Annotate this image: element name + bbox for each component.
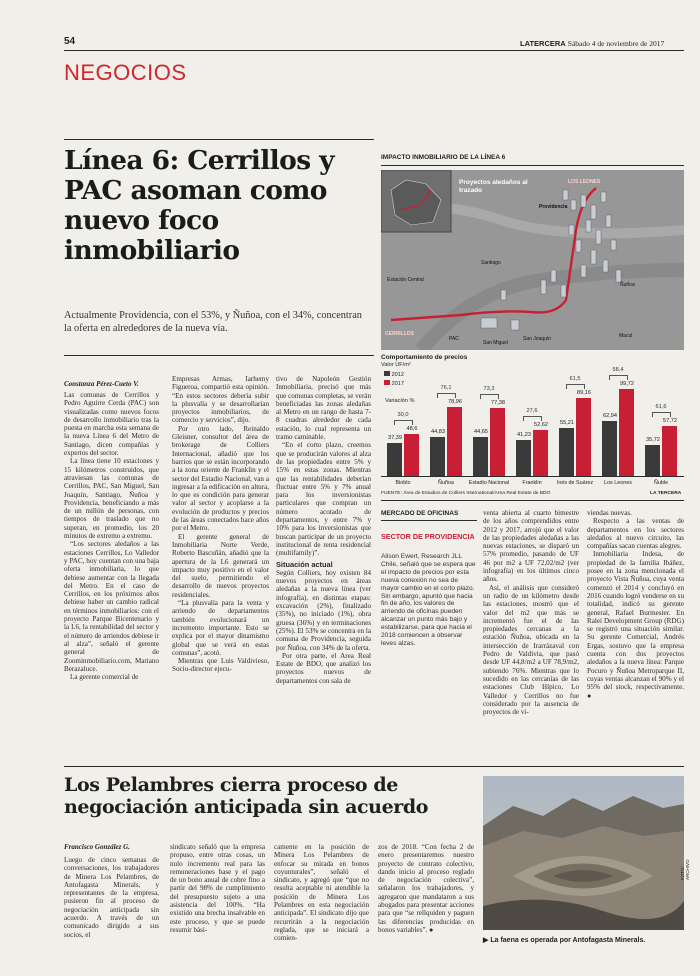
place-cerrillos: CERRILLOS xyxy=(385,331,414,337)
bar-label-2017: 78,96 xyxy=(448,399,462,406)
route-map xyxy=(381,170,684,350)
place-macul: Macul xyxy=(619,333,633,339)
article-column-1 xyxy=(64,391,159,681)
paragraph: zos de 2018. “Con fecha 2 de enero presentaremos nuestro proyecto de contrato colectivo, dando inicio al proceso reglado de negociación colectiva”, señalaron los trabajadores, y agregaron que mandataron a sus abogados para presentar acciones para que “se rellquiden y paguen las diferencias producidas en bonos variables”. ● xyxy=(378,843,474,934)
bar-2012 xyxy=(516,440,531,476)
photo-caption xyxy=(483,936,645,944)
infographic-rule xyxy=(381,165,684,166)
bar-2012 xyxy=(602,421,617,476)
bar-label-2017: 77,38 xyxy=(491,400,505,407)
bar-2017 xyxy=(662,426,677,476)
bar-2017 xyxy=(490,408,505,476)
page-number: 54 xyxy=(64,36,76,47)
bar-label-2012: 44,65 xyxy=(474,429,488,436)
bar-label-2017: 89,16 xyxy=(577,390,591,397)
bar-label-2017: 48,6 xyxy=(406,425,418,432)
sidebar-rule xyxy=(381,520,477,521)
newspaper-brand: LATERCERA xyxy=(520,39,566,48)
chart-brand: LA TERCERA xyxy=(650,491,682,496)
variation-bracket xyxy=(480,394,499,399)
bar-2012 xyxy=(387,443,402,476)
paragraph: El gerente general de Inmobiliaria Norte Verde, Roberto Bascuñán, añadió que la apertura de la L6 generará un impacto muy positivo en el valor del suelo, permitiendo el desarrollo de nuevos proyectos residenciales. xyxy=(172,532,269,599)
bar-label-2012: 37,39 xyxy=(388,435,402,442)
bar-label-2012: 44,83 xyxy=(431,428,445,435)
paragraph: Inmobiliaria Indesa, de propiedad de la familia Ibáñez, posee en la zona mencionada el proyecto Vista Ñuñoa, cuya venta comenzó el 2014 y concluyó en 2016 cuando logró venderse en su totalidad, indicó su gerente general, Rafael Burmester. En Ralei Development Group (RDG) se registró una situación similar. Su gerente Comercial, Andrés Ergas, sostuvo que la empresa cuenta con dos proyectos aledaños a la nueva línea: Parque Pocuro y Ñuñoa Metroparque II, cuyas ventas alcanzan el 90% y el 95% del stock, respectivamente. ● xyxy=(587,550,684,700)
deck-rule xyxy=(64,355,374,356)
variation-label: 61,6 xyxy=(655,403,667,410)
chart-title: Comportamiento de precios xyxy=(381,354,468,361)
infographic-title: IMPACTO INMOBILIARIO DE LA LÍNEA 6 xyxy=(381,154,506,161)
variation-label: 27,6 xyxy=(526,408,538,415)
legend-label-2017: 2017 xyxy=(391,381,405,387)
issue-date: Sábado 4 de noviembre de 2017 xyxy=(567,39,665,48)
place-providencia: Providencia xyxy=(539,204,568,210)
paragraph: La línea tiene 10 estaciones y 15 kilómetros construidos, que atraviesan las comunas de Cerrillos, PAC, San Miguel, San Joaquín, Santiago, Ñuñoa y Providencia, beneficiando a más de un millón de personas, con tiempos de traslado que no superan, en promedio, los 20 minutos de extremo a extremo. xyxy=(64,457,159,541)
paragraph: La gerente comercial de xyxy=(70,673,139,682)
bar-2012 xyxy=(645,445,660,476)
bar-label-2012: 55,21 xyxy=(560,419,574,426)
newspaper-name xyxy=(520,39,664,48)
byline: Constanza Pérez-Cueto V. xyxy=(64,380,139,388)
place-nunoa: Ñuñoa xyxy=(620,282,635,288)
variation-bracket xyxy=(394,420,413,425)
article2-column-2 xyxy=(170,843,265,934)
paragraph: “En el corto plazo, creemos que se producirán valores al alza de las propiedades entre 5% y 15% en estas zonas. Mientras que las rentabilidades deberían fluctuar entre 5% y 7% anual para los inversionistas particulares que compran un número acotado de departamentos, y entre 7% y 10% para los inversionistas que buscan participar de un proyecto institucional de renta residencial (multifamily)”. xyxy=(276,441,371,558)
variation-label: 61,5 xyxy=(569,376,581,383)
category-label: Franklin xyxy=(522,480,542,486)
map-label: Proyectos aledaños al trazado xyxy=(459,179,528,194)
section-title: NEGOCIOS xyxy=(64,60,187,85)
variation-bracket xyxy=(652,412,671,417)
category-label: Los Leones xyxy=(604,480,632,486)
place-los-leones: LOS LEONES xyxy=(568,179,601,185)
category-label: Inés de Suárez xyxy=(556,480,594,486)
bar-label-2012: 62,94 xyxy=(603,413,617,420)
article-column-5 xyxy=(483,509,579,716)
article-column-2 xyxy=(172,375,269,674)
bar-label-2012: 41,23 xyxy=(517,432,531,439)
bar-2012 xyxy=(473,437,488,476)
infographic-bottom-rule xyxy=(381,500,684,501)
paragraph: Por otra parte, el Area Real Estate de BDO, que analizó los proyectos nuevos de departamentos con sala de xyxy=(276,651,371,685)
paragraph: Empresas Armas, Iarhemy Figueroa, compartió esta opinión. “En estos sectores debería subir la plusvalía y se desarrollarían proyectos inmobiliarios, de comercio y servicios”, dijo. xyxy=(172,375,269,425)
paragraph: Así, el análisis que consideró un radio de un kilómetro desde las estaciones, mostró que el valor del m2 que más se incrementó fue el de las propiedades cercanas a la estación Ñuñoa, ubicada en la intersección de Irarrázaval con Pedro de Valdivia, que pasó desde UF 44,8/m2 a UF 78,9/m2, subiendo 76%. Mientras que lo sucedido en las cercanías de las estaciones Club Hípico, Lo Valledor y Cerrillos no fue considerado por la ausencia de proyectos de vi- xyxy=(483,583,579,717)
article2-byline: Francisco González G. xyxy=(64,843,130,851)
paragraph: “Los sectores aledaños a las estaciones Cerrillos, Lo Valledor y PAC, hoy cuentan con una baja oferta inmobiliaria, lo que debiese aumentar con la llegada del Metro. En el caso de Cerrillos, en los próximos años debiese haber un cambio radical en términos inmobiliarios: con el proyecto Parque Bicentenario y la L6, la rentabilidad del sector y el número de arriendos debiese ir al alza”, señaló el gerente general de Zoominmobiliario.com, Mariano Berazaluce. xyxy=(64,540,159,673)
article-column-3 xyxy=(276,375,371,685)
paragraph: tivo de Napoleón Gestión Inmobiliaria, precisó que más que comunas completas, se verán beneficiadas las zonas aledañas al Metro en un rango de hasta 7-8 cuadras alrededor de cada estación, lo cual representa un tramo caminable. xyxy=(276,375,371,442)
category-label: Bioblo xyxy=(395,480,411,486)
photo-credit: FOTO: ARCHIVO xyxy=(680,859,690,880)
place-santiago: Santiago xyxy=(481,260,501,266)
chart-baseline xyxy=(381,476,684,477)
article-headline: Línea 6: Cerrillos y PAC asoman como nuevo foco inmobiliario xyxy=(64,145,334,266)
bar-2012 xyxy=(430,437,445,476)
place-san-miguel: San Miguel xyxy=(483,340,509,346)
paragraph: venta abierta al cuarto bimestre de los años comprendidos entre 2012 y 2017, arrojó que el valor de las propiedades aledañas a las nuevas estaciones, se disparó un 57% promedio, pasando de UF 46 por m2 a UF 72,02/m2 (ver infografía) en los últimos cinco años. xyxy=(483,509,579,584)
category-label: Ñuñoa xyxy=(438,480,454,486)
bar-2017 xyxy=(619,389,634,476)
bar-2012 xyxy=(559,428,574,476)
bar-label-2017: 57,72 xyxy=(663,417,677,424)
paragraph: Por otro lado, Reinaldo Gleisner, consultor del área de brokerage de Colliers Internacional, añadió que los barrios que se están incorporando a la zona oriente de Franklin y el sector del Estadio Nacional, van a ingresar a la edificación en altura, lo que es condición para generar valor al sector y acoplarse a la evolución de productos y precios de las áreas conectados hace años por el Metro. xyxy=(172,424,269,533)
bar-2017 xyxy=(447,407,462,476)
variation-label: Variación % xyxy=(385,398,415,404)
article-column-6 xyxy=(587,509,684,700)
sidebar-title: MERCADO DE OFICINAS xyxy=(381,510,459,517)
variation-label: 58,4 xyxy=(612,366,624,373)
article2-column-4 xyxy=(378,843,474,934)
chart-ylabel: Valor UF/m² xyxy=(381,362,411,368)
sidebar-text: Alison Ewert, Research JLL Chile, señaló que se espera que el impacto de precios por esta nueva conexión no sea de mayor cambio en el corto plazo. Sin embargo, apuntó que hacia fin de año, los valores de arriendo de oficinas pueden alcanzar un punto más bajo y estabilizarse, para que hacia el 2018 comiencen a observar leves alzas. xyxy=(381,553,476,647)
variation-label: 73,3 xyxy=(483,386,495,393)
place-san-joaquin: San Joaquín xyxy=(523,336,552,342)
subhead-situacion-actual: Situación actual xyxy=(276,559,333,569)
variation-bracket xyxy=(566,384,585,389)
variation-label: 76,1 xyxy=(440,385,452,392)
sidebar-subhead: SECTOR DE PROVIDENCIA xyxy=(381,532,475,541)
chart-source: FUENTE: Área de Estudios de Colliers International/Area Real Estate de BDO xyxy=(381,491,551,496)
section-rule xyxy=(64,139,374,140)
paragraph: viendas nuevas. xyxy=(587,509,632,517)
bar-2017 xyxy=(576,398,591,476)
caption-text: La faena es operada por Antofagasta Minerals. xyxy=(490,937,646,944)
paragraph: Según Colliers, hoy existen 84 nuevos proyectos en áreas aledañas a la nueva línea (ver infografía), en distintas etapas: excavación (2%), finalizado (35%), no iniciado (1%), obra gruesa (36%) y en terminaciones (25%). El 53% se concentra en la comuna de Providencia, seguida por Ñuñoa, con 34% de la oferta. xyxy=(276,568,371,652)
variation-bracket xyxy=(609,375,628,380)
caption-arrow-icon: ▶ xyxy=(483,937,489,944)
article2-headline: Los Pelambres cierra proceso de negociación anticipada sin acuerdo xyxy=(64,774,429,818)
variation-label: 30,0 xyxy=(397,411,409,418)
article2-column-3 xyxy=(274,843,369,943)
place-estacion-central: Estación Central xyxy=(387,277,424,283)
paragraph: Las comunas de Cerrillos y Pedro Aguirre Cerda (PAC) son visualizadas como nuevos focos de desarrollo inmobiliario tras la puesta en marcha esta semana de la nueva Línea 6 del Metro de Santiago, dicen compañías y expertos del sector. xyxy=(64,391,159,458)
header-rule xyxy=(64,50,684,51)
paragraph: camente en la posición de Minera Los Pelambres de enfocar su mirada en bonos coyunturales”, señaló el sindicato, y agregó que “que no resulta aceptable ni atendible la posición de Minera Los Pelambres en esta negociación anticipada”. El sindicato dijo que recurrirán a la negociación reglada, que se iniciará a comien- xyxy=(274,843,369,943)
category-label: Ñuble xyxy=(653,480,669,486)
legend-label-2012: 2012 xyxy=(391,372,405,378)
bar-label-2017: 52,62 xyxy=(534,422,548,429)
paragraph: sindicato señaló que la empresa propuso, entre otras cosas, un nulo incremento real para las remuneraciones base y el pago de un bono anual de cobre fino a partir del 98% de cumplimiento del presupuesto sujeto a una asistencia del 100%. “Ha existido una brecha insalvable en este proceso, y que se puede resumir bási- xyxy=(170,843,265,934)
bar-label-2017: 99,72 xyxy=(620,380,634,387)
article2-column-1 xyxy=(64,856,159,939)
paragraph: “La plusvalía para la venta y arriendo de departamentos también evolucionará un incremento importante. Esto se explica por el mayor dinamismo global que se verá en estas comunas”, acotó. xyxy=(172,599,269,657)
variation-bracket xyxy=(437,393,456,398)
article-deck: Actualmente Providencia, con el 53%, y Ñuñoa, con el 34%, concentran la oferta en alrededores de la nueva vía. xyxy=(64,310,362,334)
mine-photo-illustration xyxy=(483,776,684,930)
bar-label-2012: 35,72 xyxy=(646,436,660,443)
mine-photo xyxy=(483,776,684,930)
paragraph: Luego de cinco semanas de conversaciones, los trabajadores de Minera Los Pelambres, de Antofagasta Minerals, y representantes de la empresa, pusieron fin al proceso de negociación anticipada sin acuerdo. A través de un comunicado dirigido a sus socios, el xyxy=(64,856,159,939)
price-chart xyxy=(381,360,684,490)
variation-bracket xyxy=(523,416,542,421)
paragraph: Respecto a las ventas de departamentos en los sectores aledaños al nuevo circuito, las compañías sacan cuentas alegres. xyxy=(587,517,684,551)
article-separator xyxy=(64,766,684,767)
category-label: Estadio Nacional xyxy=(468,480,510,486)
paragraph: Mientras que Luis Valdivieso, Socio-director ejecu- xyxy=(172,657,269,674)
infographic-map xyxy=(381,170,684,350)
place-pac: PAC xyxy=(449,336,459,342)
